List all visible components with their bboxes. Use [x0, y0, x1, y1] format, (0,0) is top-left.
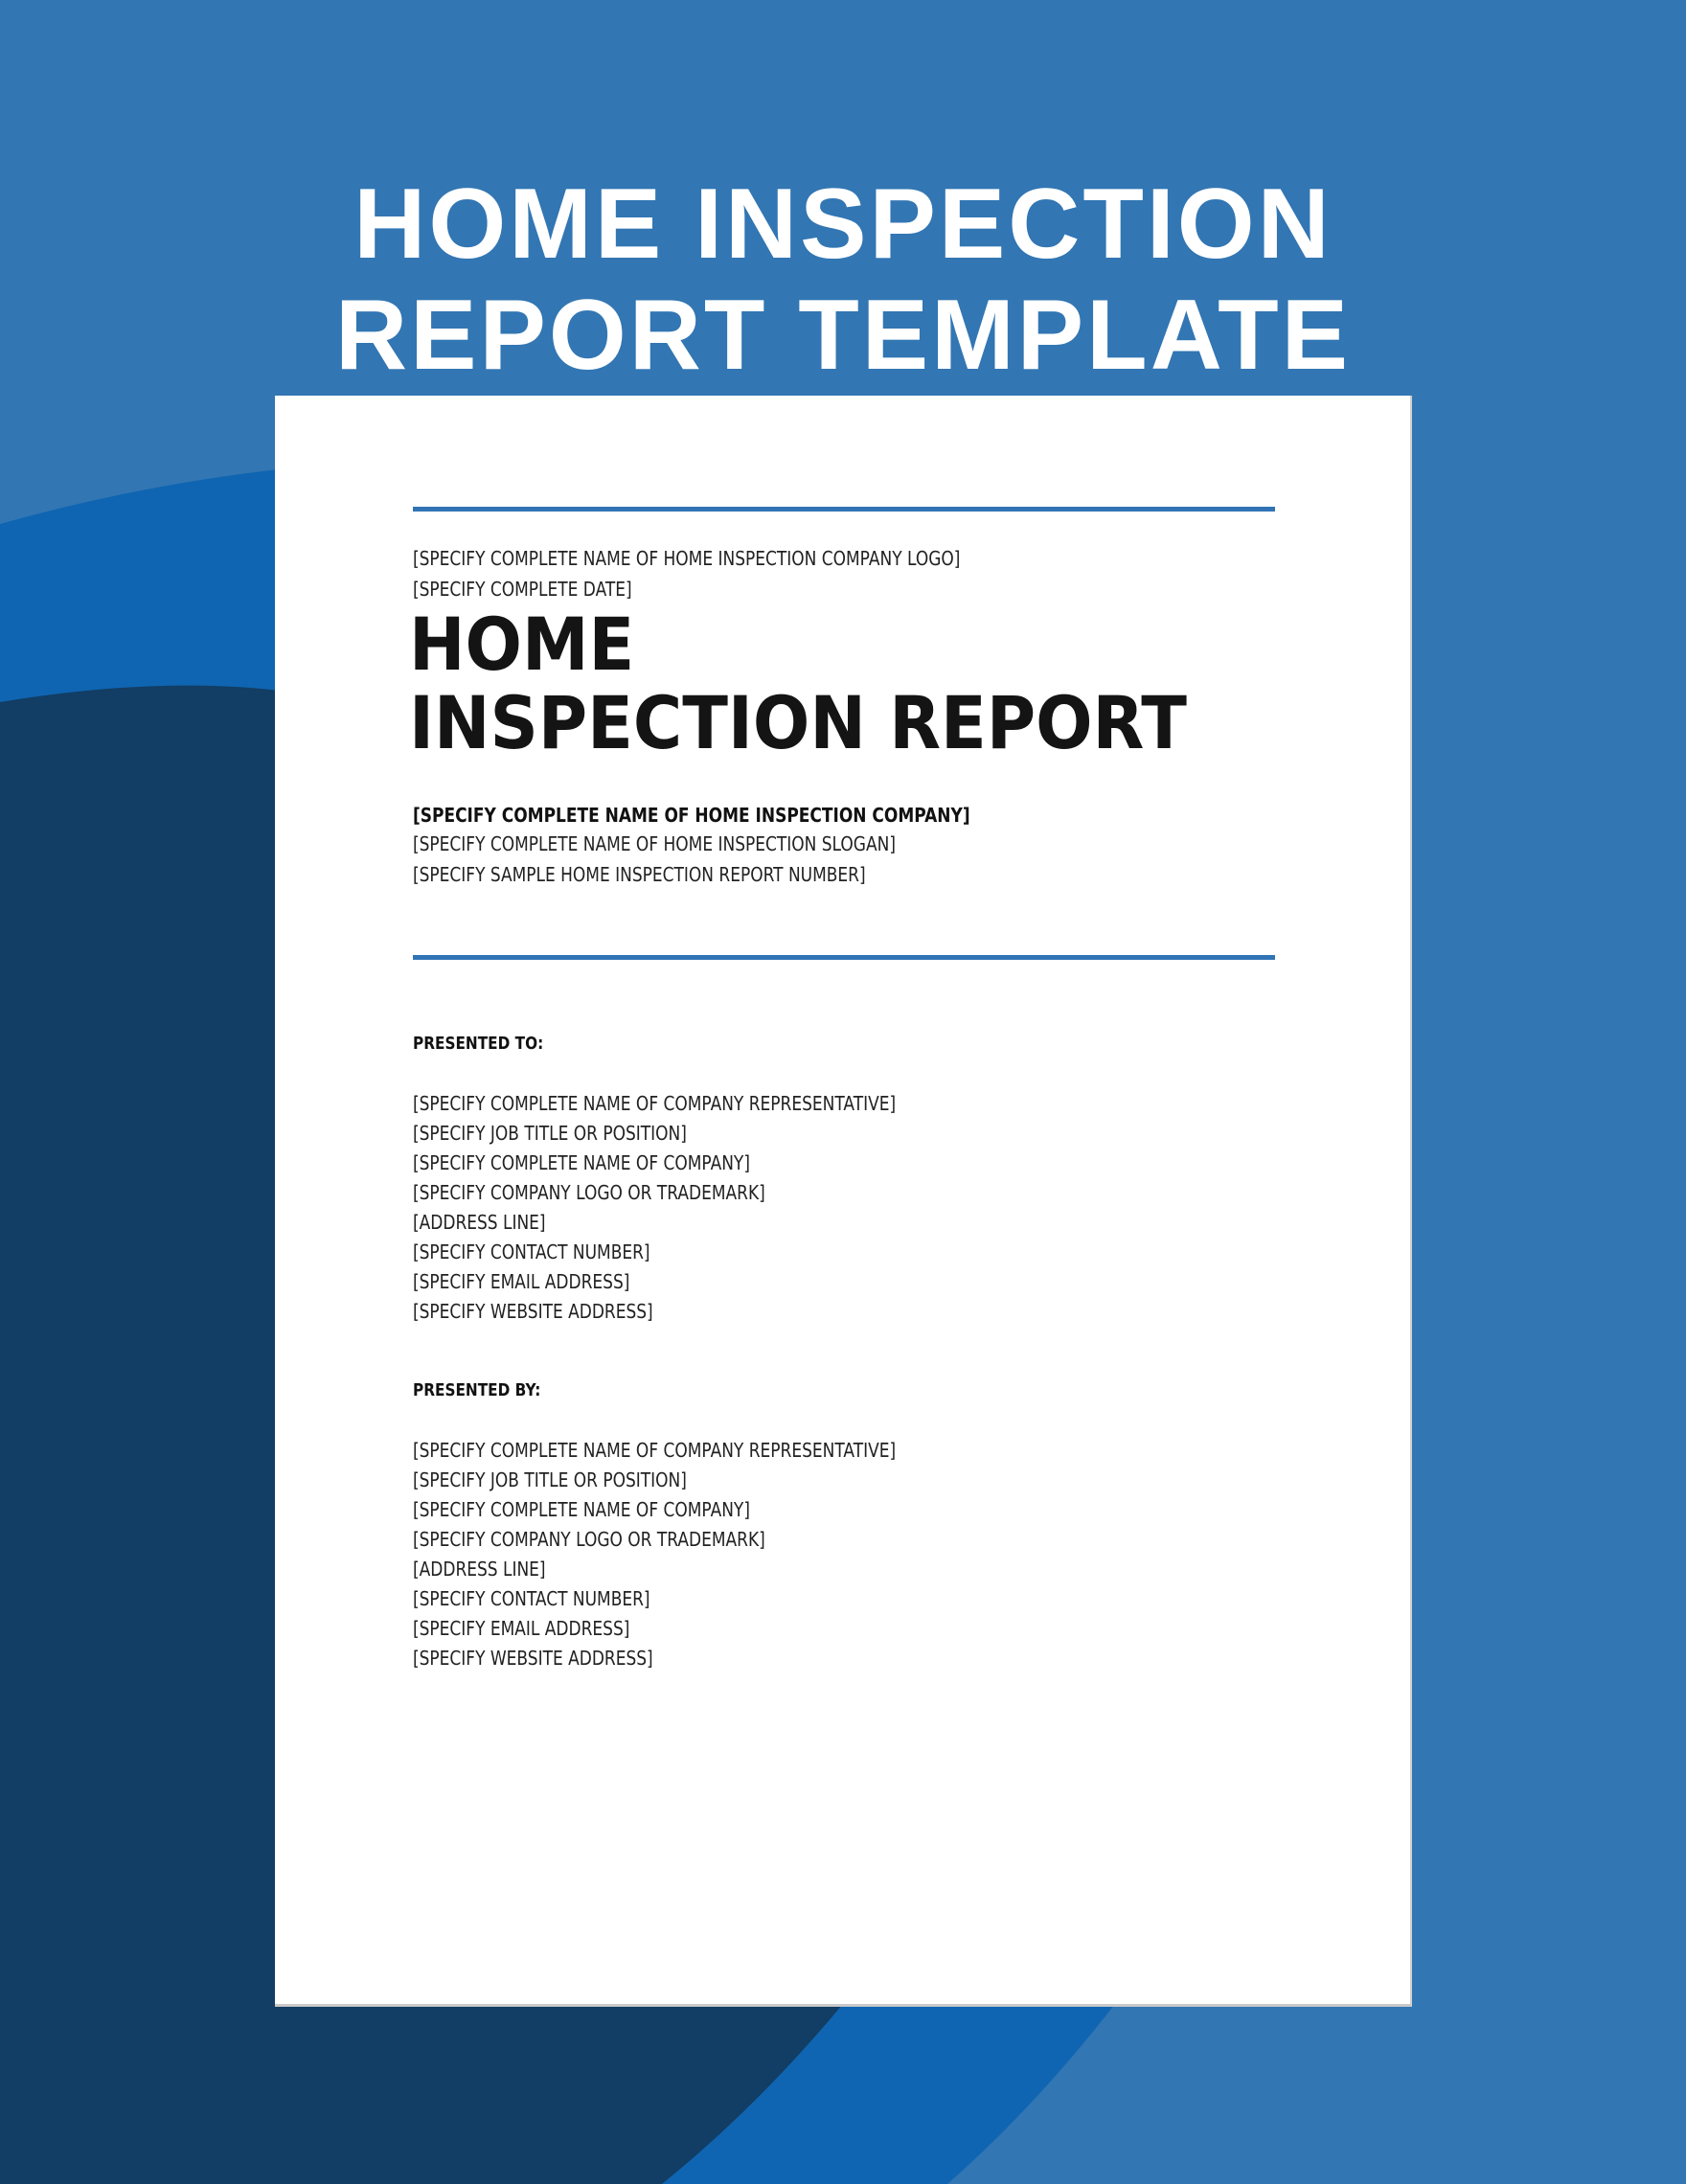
list-item: [SPECIFY WEBSITE ADDRESS]	[413, 1300, 653, 1323]
logo-placeholder: [SPECIFY COMPLETE NAME OF HOME INSPECTION COMPANY LOGO]	[413, 547, 961, 570]
middle-rule	[413, 955, 1275, 960]
banner-title-line2: REPORT TEMPLATE	[335, 280, 1351, 391]
list-item: [SPECIFY WEBSITE ADDRESS]	[413, 1647, 653, 1670]
list-item: [SPECIFY CONTACT NUMBER]	[413, 1240, 650, 1263]
report-number: [SPECIFY SAMPLE HOME INSPECTION REPORT NUMBER]	[413, 863, 866, 886]
banner-title-line1: HOME INSPECTION	[353, 169, 1333, 280]
document-page	[275, 396, 1412, 2007]
list-item: [SPECIFY COMPLETE NAME OF COMPANY]	[413, 1498, 750, 1521]
presented-to-heading: PRESENTED TO:	[413, 1034, 544, 1054]
list-item: [SPECIFY EMAIL ADDRESS]	[413, 1270, 630, 1293]
list-item: [SPECIFY JOB TITLE OR POSITION]	[413, 1122, 687, 1145]
doc-title-line2: INSPECTION REPORT	[409, 680, 1187, 765]
list-item: [SPECIFY EMAIL ADDRESS]	[413, 1617, 630, 1640]
list-item: [ADDRESS LINE]	[413, 1211, 546, 1234]
list-item: [SPECIFY CONTACT NUMBER]	[413, 1587, 650, 1610]
date-placeholder: [SPECIFY COMPLETE DATE]	[413, 578, 632, 601]
top-rule	[413, 507, 1275, 512]
list-item: [SPECIFY COMPLETE NAME OF COMPANY REPRESENTATIVE]	[413, 1439, 897, 1462]
list-item: [SPECIFY COMPANY LOGO OR TRADEMARK]	[413, 1181, 765, 1204]
list-item: [SPECIFY COMPLETE NAME OF COMPANY]	[413, 1151, 750, 1174]
presented-by-heading: PRESENTED BY:	[413, 1380, 541, 1400]
slogan: [SPECIFY COMPLETE NAME OF HOME INSPECTION SLOGAN]	[413, 832, 896, 855]
list-item: [SPECIFY COMPANY LOGO OR TRADEMARK]	[413, 1528, 765, 1551]
list-item: [ADDRESS LINE]	[413, 1558, 546, 1581]
doc-title-line1: HOME	[409, 602, 635, 687]
company-name: [SPECIFY COMPLETE NAME OF HOME INSPECTION COMPANY]	[413, 804, 970, 827]
list-item: [SPECIFY COMPLETE NAME OF COMPANY REPRESENTATIVE]	[413, 1092, 897, 1115]
list-item: [SPECIFY JOB TITLE OR POSITION]	[413, 1468, 687, 1491]
